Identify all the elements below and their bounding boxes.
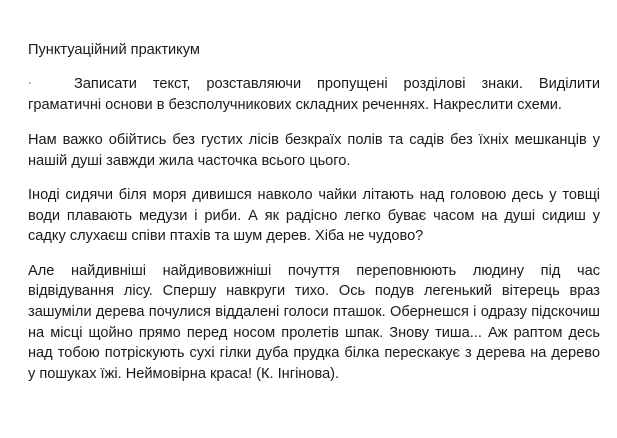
paragraph-2: Іноді сидячи біля моря дивишся навколо чайки літають над головою десь у товщі води плавають медузи і риби. А як радісно легко буває часом на душі сидиш у садку слухаєш співи птахів та шум дерев. Хіба не чудово? bbox=[28, 187, 600, 244]
task-text: Записати текст, розставляючи пропущені розділові знаки. Виділити граматичні основи в безсполучникових складних реченнях. Накреслити схеми. bbox=[28, 76, 600, 113]
paragraph-3: Але найдивніші найдивовижніші почуття переповнюють людину під час відвідування лісу. Спершу навкруги тихо. Ось подув легенький вітерець враз зашуміли дерева почулися віддалені голоси пташок. Обернешся і одразу підскочиш на місці щойно прямо перед носом пролетів шпак. Знову тиша... Аж раптом десь над тобою потріскують сухі гілки дуба прудка білка перескакує з дерева на дерево у пошуках їжі. Неймовірна краса! (К. Інгінова). bbox=[28, 262, 600, 383]
document-heading: Пунктуаційний практикум bbox=[28, 42, 200, 58]
task-instruction bbox=[28, 73, 600, 116]
paragraph-1: Нам важко обійтись без густих лісів безкраїх полів та садів без їхніх мешканців у нашій душі завжди жила часточка всього цього. bbox=[28, 132, 600, 169]
document-page bbox=[28, 40, 600, 399]
bullet-icon: · bbox=[28, 77, 32, 89]
